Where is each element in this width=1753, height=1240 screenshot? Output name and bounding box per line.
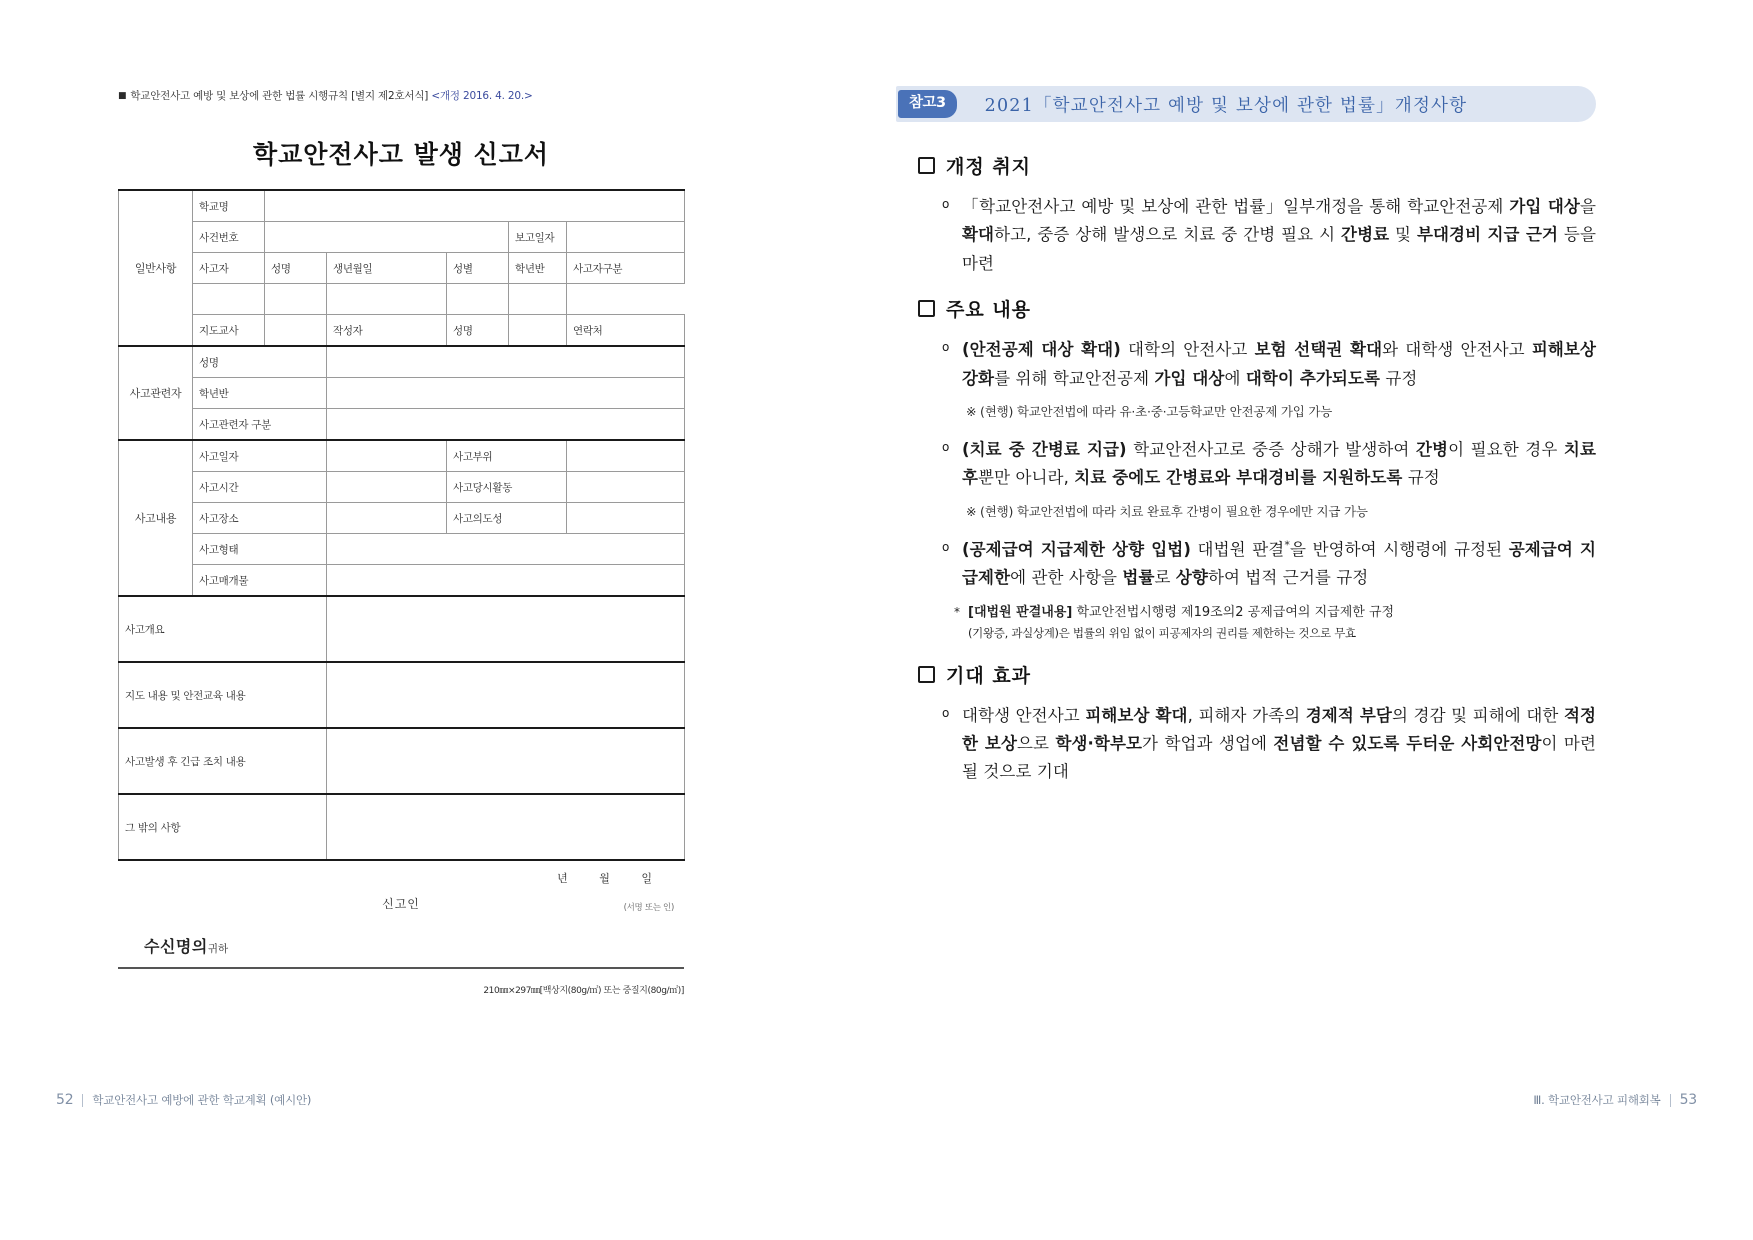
label-victim-birth: 생년월일 [327, 253, 447, 284]
accident-report-form [118, 88, 684, 996]
section-heading-label: 기대 효과 [946, 664, 1032, 687]
label-victim: 사고자 [193, 253, 265, 284]
content-section [896, 661, 1596, 787]
square-bullet-icon [918, 666, 935, 683]
value-guidance-teacher[interactable] [265, 315, 327, 347]
label-emergency-action: 사고발생 후 긴급 조치 내용 [119, 728, 327, 794]
asterisk-icon: * [954, 605, 960, 620]
reference-header [896, 86, 1596, 122]
footer-divider [82, 1094, 83, 1107]
form-table [118, 189, 685, 861]
footer-left-text: 학교안전사고 예방에 관한 학교계획 (예시안) [92, 1093, 312, 1107]
label-writer: 작성자 [327, 315, 447, 347]
declarant-label: 신고인 [382, 897, 420, 911]
value-victim-type[interactable] [509, 284, 567, 315]
table-row [119, 253, 685, 284]
table-row [119, 440, 685, 472]
label-guidance-teacher: 지도교사 [193, 315, 265, 347]
table-row [119, 284, 685, 315]
label-writer-name: 성명 [447, 315, 509, 347]
label-victim-grade: 학년반 [509, 253, 567, 284]
label-accident-time: 사고시간 [193, 472, 327, 503]
bullet-text: (안전공제 대상 확대) 대학의 안전사고 보험 선택권 확대와 대학생 안전사고 피해보상 강화를 위해 학교안전공제 가입 대상에 대학이 추가되도록 규정 [962, 340, 1596, 388]
bullet-item [942, 436, 1596, 493]
label-accident-form: 사고형태 [193, 534, 327, 565]
label-report-date: 보고일자 [509, 222, 567, 253]
declarant-row [118, 886, 684, 912]
label-place: 사고장소 [193, 503, 327, 534]
content-section [896, 295, 1596, 644]
label-accident-date: 사고일자 [193, 440, 327, 472]
footer-right-text: Ⅲ. 학교안전사고 피해회복 [1533, 1093, 1661, 1107]
page-number-right: 53 [1679, 1092, 1697, 1108]
value-intent[interactable] [567, 503, 685, 534]
label-contact: 연락처 [567, 315, 685, 347]
value-related-type[interactable] [327, 409, 685, 441]
value-victim-gender[interactable] [327, 284, 447, 315]
value-place[interactable] [327, 503, 447, 534]
bullet-item [942, 702, 1596, 787]
bullet-item [942, 336, 1596, 393]
table-row [119, 503, 685, 534]
section-label-general: 일반사항 [119, 190, 193, 346]
content-section [896, 152, 1596, 278]
square-bullet-icon [918, 157, 935, 174]
right-page-content [896, 86, 1596, 804]
form-legal-reference [118, 88, 684, 103]
bullet-text: 대학생 안전사고 피해보상 확대, 피해자 가족의 경제적 부담의 경감 및 피해에 대한 적정한 보상으로 학생·학부모가 학업과 생업에 전념할 수 있도록 두터운 사회안전망이 마련될 것으로 기대 [962, 705, 1597, 782]
value-victim-name[interactable] [193, 284, 265, 315]
label-victim-gender: 성별 [447, 253, 509, 284]
form-signature-block [118, 861, 684, 996]
date-line: 년 월 일 [557, 872, 666, 885]
footer-divider [1670, 1094, 1671, 1107]
right-page [876, 0, 1753, 1240]
value-school-name[interactable] [265, 190, 685, 222]
legal-reference-text: 학교안전사고 예방 및 보상에 관한 법률 시행규칙 [별지 제2호서식] [130, 90, 429, 102]
circle-bullet-icon: o [942, 340, 950, 355]
label-school-name: 학교명 [193, 190, 265, 222]
table-row [119, 728, 685, 794]
circle-bullet-icon: o [942, 439, 950, 454]
value-guidance-content[interactable] [327, 662, 685, 728]
value-writer-name[interactable] [509, 315, 567, 347]
bullet-item [942, 193, 1596, 278]
label-activity: 사고당시활동 [447, 472, 567, 503]
label-related-name: 성명 [193, 346, 327, 378]
label-summary: 사고개요 [119, 596, 327, 662]
section-heading [918, 152, 1596, 179]
reference-tag: 참고3 [898, 90, 957, 118]
bullet-text: 「학교안전사고 예방 및 보상에 관한 법률」일부개정을 통해 학교안전공제 가입 대상을 확대하고, 중증 상해 발생으로 치료 중 간병 필요 시 간병료 및 부대경비 지급 근거 등을 마련 [962, 197, 1596, 273]
section-label-accident: 사고내용 [119, 440, 193, 596]
table-row [119, 346, 685, 378]
section-heading [918, 661, 1596, 688]
label-other-matters: 그 밖의 사항 [119, 794, 327, 860]
table-row [119, 409, 685, 441]
circle-bullet-icon: o [942, 705, 950, 720]
label-related-type: 사고관련자 구분 [193, 409, 327, 441]
table-row [119, 794, 685, 860]
bullet-item [942, 536, 1596, 593]
page-number-left: 52 [56, 1092, 74, 1108]
left-page [0, 0, 876, 1240]
table-row [119, 378, 685, 409]
bullet-text: (치료 중 간병료 지급) 학교안전사고로 중증 상해가 발생하여 간병이 필요한 경우 치료 후뿐만 아니라, 치료 중에도 간병료와 부대경비를 지원하도록 규정 [962, 439, 1596, 488]
label-medium: 사고매개물 [193, 565, 327, 597]
label-guidance-content: 지도 내용 및 안전교육 내용 [119, 662, 327, 728]
table-row [119, 534, 685, 565]
value-case-number[interactable] [265, 222, 509, 253]
section-heading-label: 주요 내용 [946, 299, 1032, 322]
seal-note: (서명 또는 인) [623, 903, 674, 913]
value-related-grade[interactable] [327, 378, 685, 409]
value-report-date[interactable] [567, 222, 685, 253]
value-victim-grade[interactable] [447, 284, 509, 315]
bullet-text: (공제급여 지급제한 상향 입법) 대법원 판결*을 반영하여 시행령에 규정된 공제급여 지급제한에 관한 사항을 법률로 상향하여 법적 근거를 규정 [962, 538, 1597, 587]
circle-bullet-icon: o [942, 539, 950, 554]
sections-container [896, 152, 1596, 787]
label-related-grade: 학년반 [193, 378, 327, 409]
bullet-note: ※ (현행) 학교안전법에 따라 치료 완료후 간병이 필요한 경우에만 지급 가능 [966, 503, 1368, 519]
value-emergency-action[interactable] [327, 728, 685, 794]
section-heading-label: 개정 취지 [946, 156, 1032, 178]
table-row [119, 596, 685, 662]
recipient-row [118, 912, 684, 969]
value-accident-date[interactable] [327, 440, 447, 472]
label-case-number: 사건번호 [193, 222, 265, 253]
section-heading [918, 295, 1596, 322]
recipient-label: 수신명의 [144, 937, 208, 956]
value-victim-birth[interactable] [265, 284, 327, 315]
value-medium[interactable] [327, 565, 685, 597]
label-intent: 사고의도성 [447, 503, 567, 534]
section-label-related: 사고관련자 [119, 346, 193, 440]
table-row [119, 472, 685, 503]
label-victim-type: 사고자구분 [567, 253, 685, 284]
footnote-text: [대법원 판결내용] 학교안전법시행령 제19조의2 공제급여의 지급제한 규정 (기왕증, 과실상계)은 법률의 위임 없이 피공제자의 권리를 제한하는 것으로 무효 [968, 605, 1395, 640]
value-injury-part[interactable] [567, 440, 685, 472]
square-bullet-icon [918, 300, 935, 317]
table-row [119, 315, 685, 347]
circle-bullet-icon: o [942, 197, 950, 211]
label-victim-name: 성명 [265, 253, 327, 284]
form-title: 학교안전사고 발생 신고서 [252, 140, 550, 169]
table-row [119, 662, 685, 728]
value-related-name[interactable] [327, 346, 685, 378]
filled-square-icon: ■ [118, 91, 127, 101]
footer-right [1533, 1092, 1697, 1108]
legal-revision-text: <개정 2016. 4. 20.> [431, 90, 533, 102]
recipient-suffix: 귀하 [207, 943, 229, 955]
value-accident-time[interactable] [327, 472, 447, 503]
table-row [119, 190, 685, 222]
bullet-note: ※ (현행) 학교안전법에 따라 유·초·중·고등학교만 안전공제 가입 가능 [966, 403, 1333, 419]
value-accident-form[interactable] [327, 534, 685, 565]
table-row [119, 565, 685, 597]
value-activity[interactable] [567, 472, 685, 503]
reference-title: 2021「학교안전사고 예방 및 보상에 관한 법률」개정사항 [984, 95, 1468, 116]
value-other-matters[interactable] [327, 794, 685, 860]
table-row [119, 222, 685, 253]
paper-spec-note: 210㎜×297㎜[백상지(80g/㎡) 또는 중질지(80g/㎡)] [483, 986, 684, 996]
footnote [954, 603, 1596, 643]
label-injury-part: 사고부위 [447, 440, 567, 472]
footer-left [56, 1092, 311, 1108]
value-summary[interactable] [327, 596, 685, 662]
